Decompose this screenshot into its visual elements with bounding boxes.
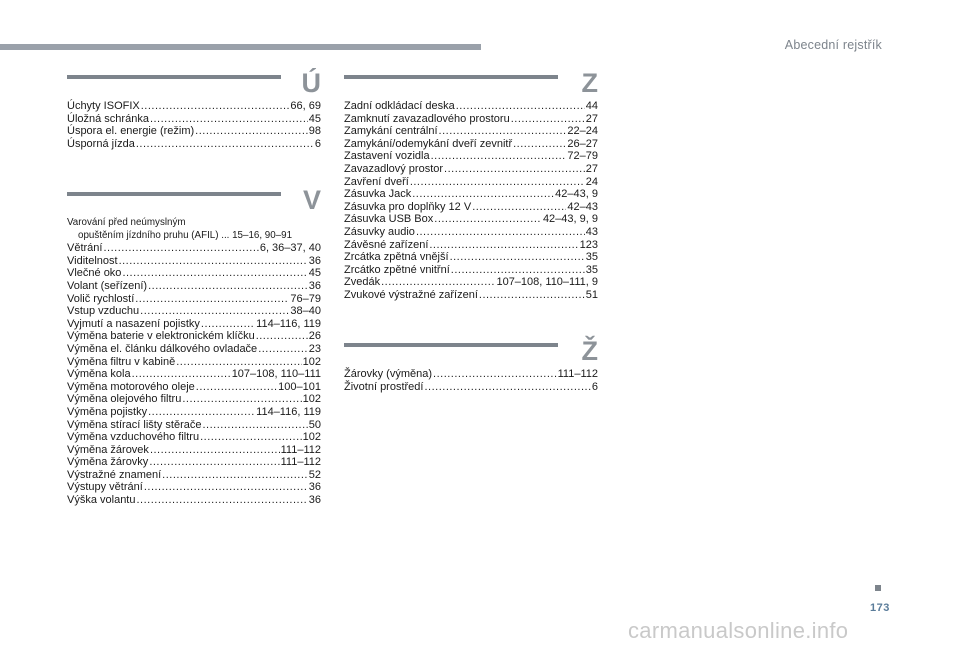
- entry-pages: 22–24: [567, 125, 598, 138]
- entry-term: Zamykání centrální: [344, 125, 438, 138]
- page-title: Abecední rejstřík: [784, 38, 882, 52]
- dot-leader: [451, 264, 585, 277]
- entry-pages: 107–108, 110–111: [231, 368, 321, 381]
- entry-term: Výměna baterie v elektronickém klíčku: [67, 330, 255, 343]
- section-u: [67, 70, 321, 150]
- index-entry: [67, 125, 321, 138]
- entry-pages: 111–112: [557, 368, 598, 380]
- entry-term: Životní prostředí: [344, 380, 424, 393]
- entry-term: Zadní odkládací deska: [344, 100, 455, 112]
- index-entry: [344, 264, 598, 277]
- dot-leader: [149, 456, 279, 469]
- dot-leader: [424, 381, 590, 394]
- section-rule: [67, 192, 281, 196]
- entry-pages: 26: [308, 330, 321, 343]
- entry-term: Úsporná jízda: [67, 137, 135, 150]
- entry-term: Výměna stírací lišty stěrače: [67, 418, 202, 431]
- dot-leader: [431, 150, 567, 163]
- dot-leader: [135, 293, 289, 306]
- index-entry: [344, 100, 598, 113]
- entry-term: Volič rychlostí: [67, 292, 135, 305]
- entry-pages: 36: [308, 481, 321, 494]
- entry-term: Výměna filtru v kabině: [67, 355, 176, 368]
- entry-term: Výměna vzduchového filtru: [67, 431, 200, 444]
- entry-pages: 102: [302, 355, 321, 368]
- dot-leader: [136, 494, 307, 507]
- entry-pages: 50: [308, 418, 321, 431]
- entry-pages: 26–27: [567, 137, 598, 150]
- entry-pages: 44: [585, 100, 598, 112]
- index-entry: [67, 100, 321, 113]
- entry-pages: 6, 36–37, 40: [259, 242, 321, 255]
- index-entry: [344, 201, 598, 214]
- entry-term: Zásuvka pro doplňky 12 V: [344, 200, 472, 213]
- section-header: [67, 70, 321, 100]
- index-entry: [67, 406, 321, 419]
- entry-pages: 72–79: [567, 150, 598, 163]
- entry-pages: 24: [585, 175, 598, 188]
- entry-term: Zrcátko zpětné vnitřní: [344, 263, 450, 276]
- entry-list: [67, 100, 321, 150]
- dot-leader: [256, 330, 308, 343]
- index-entry: [344, 113, 598, 126]
- dot-leader: [203, 419, 308, 432]
- dot-leader: [444, 163, 585, 176]
- entry-term: Viditelnost: [67, 254, 118, 267]
- dot-leader: [136, 138, 314, 151]
- entry-pages: 98: [308, 125, 321, 138]
- index-entry: [344, 163, 598, 176]
- dot-leader: [439, 125, 567, 138]
- index-entry: [344, 226, 598, 239]
- dot-leader: [412, 188, 554, 201]
- dot-leader: [140, 305, 289, 318]
- index-entry: [67, 469, 321, 482]
- entry-term: Úspora el. energie (režim): [67, 125, 195, 138]
- entry-pages: 45: [308, 267, 321, 280]
- entry-term: Výstupy větrání: [67, 481, 143, 494]
- entry-pages: 36: [308, 279, 321, 292]
- entry-pages: 76–79: [290, 292, 321, 305]
- entry-term: Úložná schránka: [67, 112, 149, 125]
- dot-leader: [258, 343, 308, 356]
- index-entry: [67, 305, 321, 318]
- dot-leader: [141, 100, 290, 113]
- index-entry: [67, 138, 321, 151]
- entry-pages: 42–43: [567, 200, 598, 213]
- entry-term: Zamykání/odemykání dveří zevnitř: [344, 137, 513, 150]
- dot-leader: [103, 242, 258, 255]
- index-entry: [67, 280, 321, 293]
- entry-pages: 43: [585, 225, 598, 238]
- dot-leader: [148, 406, 255, 419]
- index-entry: [67, 293, 321, 306]
- index-entry: [67, 217, 321, 242]
- entry-term: Vyjmutí a nasazení pojistky: [67, 317, 200, 330]
- dot-leader: [162, 469, 308, 482]
- dot-leader: [513, 138, 566, 151]
- entry-term: Vlečné oko: [67, 267, 122, 280]
- entry-term: Zvukové výstražné zařízení: [344, 288, 478, 301]
- entry-term: Žárovky (výměna): [344, 368, 433, 380]
- entry-term: Výstražné znamení: [67, 468, 162, 481]
- index-entry: [344, 251, 598, 264]
- section-zh: [344, 338, 598, 393]
- dot-leader: [196, 381, 277, 394]
- entry-term: Varování před neúmyslným: [67, 217, 186, 228]
- index-entry: [67, 419, 321, 432]
- page-number: 173: [870, 602, 890, 614]
- entry-term: Výměna kola: [67, 368, 131, 381]
- dot-leader: [182, 393, 301, 406]
- dot-leader: [132, 368, 231, 381]
- index-entry: [344, 381, 598, 394]
- dot-leader: [456, 100, 585, 113]
- index-entry: [344, 276, 598, 289]
- dot-leader: [381, 276, 495, 289]
- index-entry: [67, 255, 321, 268]
- dot-leader: [150, 444, 280, 457]
- index-entry: [67, 330, 321, 343]
- entry-pages: 27: [585, 162, 598, 175]
- index-entry: [344, 368, 598, 381]
- index-entry: [344, 176, 598, 189]
- index-entry: [67, 494, 321, 507]
- entry-pages: 111–112: [280, 456, 321, 469]
- entry-pages: 42–43, 9: [555, 188, 598, 201]
- index-entry: [67, 393, 321, 406]
- entry-pages: 35: [585, 263, 598, 276]
- entry-list: [344, 368, 598, 393]
- section-header: [344, 70, 598, 100]
- entry-pages: 36: [308, 494, 321, 507]
- entry-term: Výměna motorového oleje: [67, 380, 195, 393]
- dot-leader: [479, 289, 585, 302]
- index-entry: [67, 318, 321, 331]
- entry-pages: 36: [308, 254, 321, 267]
- dot-leader: [416, 226, 585, 239]
- dot-leader: [119, 255, 308, 268]
- index-entry: [344, 150, 598, 163]
- entry-term: Zamknutí zavazadlového prostoru: [344, 112, 510, 125]
- entry-pages: 6: [314, 137, 321, 150]
- section-header: [67, 187, 321, 217]
- entry-term: Vstup vzduchu: [67, 305, 140, 318]
- entry-pages: 114–116, 119: [256, 405, 321, 418]
- section-header: [344, 338, 598, 368]
- dot-leader: [472, 201, 566, 214]
- index-entry: [67, 444, 321, 457]
- dot-leader: [144, 481, 308, 494]
- entry-term: Větrání: [67, 242, 103, 255]
- entry-list: [344, 100, 598, 302]
- entry-pages: 100–101: [278, 380, 321, 393]
- entry-term: Závěsné zařízení: [344, 238, 429, 251]
- entry-term: Výměna olejového filtru: [67, 393, 182, 406]
- section-rule: [67, 75, 281, 79]
- entry-pages: 102: [302, 393, 321, 406]
- entry-term-continuation: opuštěním jízdního pruhu (AFIL) ... 15–16, 90–91: [78, 229, 293, 241]
- entry-pages: 6: [591, 380, 598, 393]
- entry-term: Výměna žárovky: [67, 456, 149, 469]
- index-entry: [344, 138, 598, 151]
- entry-pages: 123: [579, 238, 598, 251]
- dot-leader: [433, 368, 557, 381]
- dot-leader: [148, 280, 308, 293]
- section-rule: [344, 343, 558, 347]
- entry-term: Volant (seřízení): [67, 279, 148, 292]
- entry-pages: 51: [585, 288, 598, 301]
- dot-leader: [434, 213, 542, 226]
- watermark: carmanualsonline.info: [628, 618, 849, 643]
- dot-leader: [511, 113, 585, 126]
- entry-term: Výměna pojistky: [67, 405, 148, 418]
- index-entry: [67, 343, 321, 356]
- entry-term: Zavazadlový prostor: [344, 162, 444, 175]
- entry-term: Výměna el. článku dálkového ovladače: [67, 342, 258, 355]
- dot-leader: [410, 176, 585, 189]
- dot-leader: [176, 356, 301, 369]
- entry-pages: 107–108, 110–111, 9: [496, 276, 598, 289]
- entry-pages: 52: [308, 468, 321, 481]
- entry-term: Výměna žárovek: [67, 443, 149, 456]
- dot-leader: [450, 251, 585, 264]
- entry-term: Zvedák: [344, 276, 381, 289]
- index-entry: [67, 381, 321, 394]
- index-entry: [67, 456, 321, 469]
- section-letter: V: [302, 185, 321, 215]
- index-entry: [344, 188, 598, 201]
- index-entry: [344, 213, 598, 226]
- index-entry: [67, 356, 321, 369]
- entry-pages: 111–112: [280, 443, 321, 456]
- index-entry: [67, 267, 321, 280]
- section-rule: [344, 75, 558, 79]
- header-bar: [0, 44, 481, 50]
- entry-pages: 38–40: [290, 305, 321, 318]
- entry-list: [67, 217, 321, 507]
- index-entry: [67, 113, 321, 126]
- section-v: [67, 187, 321, 507]
- index-entry: [344, 125, 598, 138]
- entry-term: Výška volantu: [67, 494, 136, 507]
- section-letter: Ž: [581, 336, 598, 366]
- dot-leader: [150, 113, 308, 126]
- entry-pages: 45: [308, 112, 321, 125]
- section-letter: Z: [581, 68, 598, 98]
- entry-pages: 42–43, 9, 9: [542, 213, 598, 226]
- entry-pages: 23: [308, 342, 321, 355]
- dot-leader: [200, 431, 302, 444]
- entry-term: Zásuvka Jack: [344, 188, 412, 201]
- page-marker: [875, 585, 881, 591]
- entry-term: Zásuvky audio: [344, 225, 415, 238]
- entry-pages: 27: [585, 112, 598, 125]
- index-entry: [344, 289, 598, 302]
- index-entry: [67, 431, 321, 444]
- section-letter: Ú: [301, 68, 321, 98]
- dot-leader: [195, 125, 308, 138]
- entry-pages: 114–116, 119: [256, 317, 321, 330]
- entry-pages: 35: [585, 251, 598, 264]
- section-z: [344, 70, 598, 302]
- entry-pages: 66, 69: [290, 100, 321, 112]
- dot-leader: [201, 318, 255, 331]
- entry-term: Zastavení vozidla: [344, 150, 430, 163]
- index-entry: [67, 481, 321, 494]
- index-entry: [344, 239, 598, 252]
- entry-term: Úchyty ISOFIX: [67, 100, 140, 112]
- entry-term: Zrcátka zpětná vnější: [344, 251, 449, 264]
- entry-pages: 102: [302, 431, 321, 444]
- entry-term: Zásuvka USB Box: [344, 213, 434, 226]
- entry-term: Zavření dveří: [344, 175, 409, 188]
- index-entry: [67, 242, 321, 255]
- dot-leader: [429, 239, 578, 252]
- index-entry: [67, 368, 321, 381]
- dot-leader: [122, 267, 307, 280]
